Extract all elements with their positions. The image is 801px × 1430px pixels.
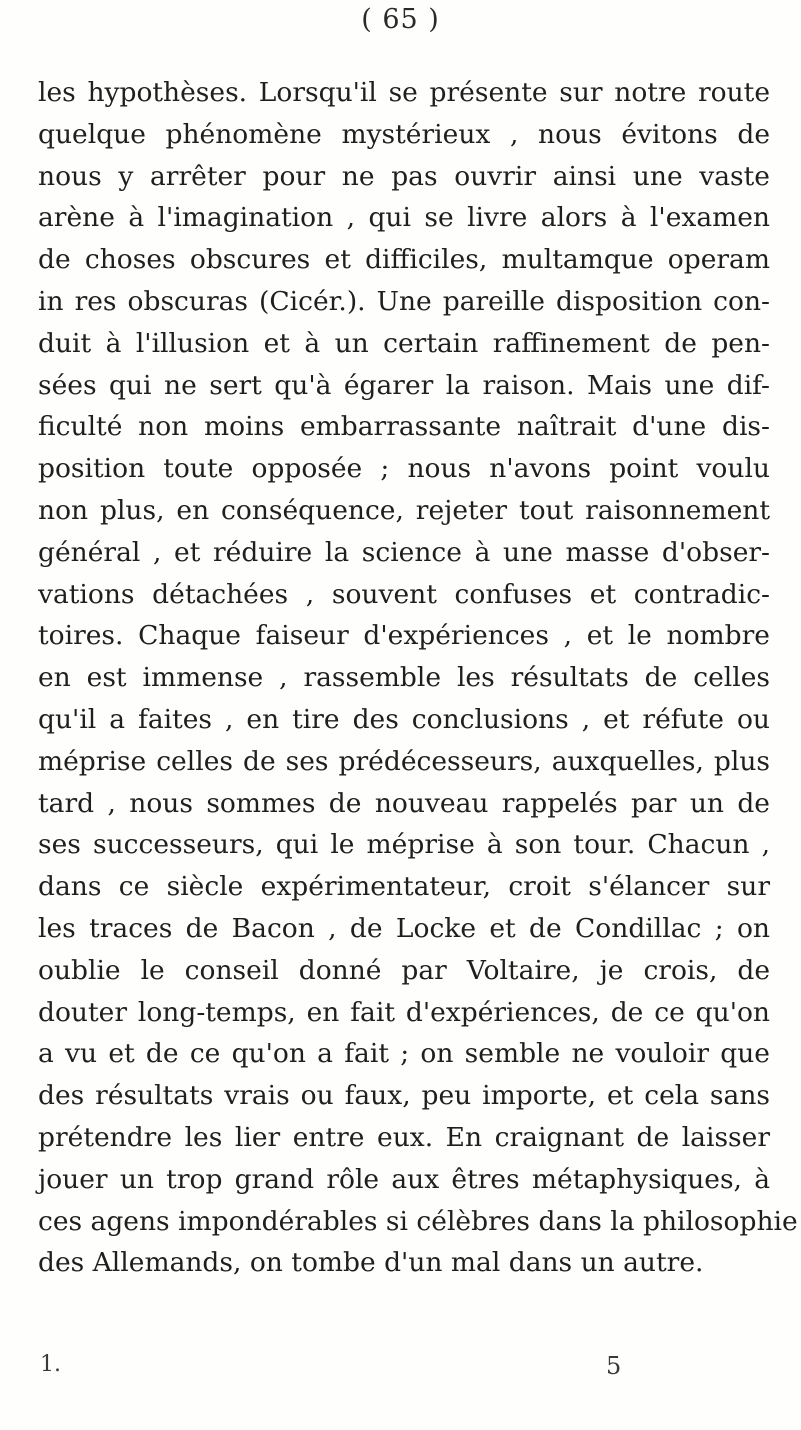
text-line: des résultats vrais ou faux, peu importe, et cela sans <box>38 1080 770 1112</box>
text-line: position toute opposée ; nous n'avons point voulu <box>38 453 770 485</box>
text-line: non plus, en conséquence, rejeter tout raisonnement <box>38 494 770 526</box>
text-line: a vu et de ce qu'on a fait ; on semble ne vouloir que <box>38 1038 770 1070</box>
text-line: in res obscuras (Cicér.). Une pareille disposition con- <box>38 285 770 317</box>
text-line: quelque phénomène mystérieux , nous évitons de <box>38 118 770 150</box>
text-line: en est immense , rassemble les résultats de celles <box>38 662 770 694</box>
text-line: ces agens impondérables si célèbres dans la philosophie <box>38 1205 798 1237</box>
text-line: les hypothèses. Lorsqu'il se présente sur notre route <box>38 77 770 108</box>
page-number: ( 65 ) <box>361 4 440 35</box>
volume-signature: 1. <box>40 1352 61 1377</box>
text-line: jouer un trop grand rôle aux êtres métaphysiques, à <box>38 1163 770 1195</box>
text-line: général , et réduire la science à une masse d'obser- <box>38 536 770 568</box>
text-line: nous y arrêter pour ne pas ouvrir ainsi une vaste <box>38 160 770 192</box>
text-line: toires. Chaque faiseur d'expériences , et le nombre <box>38 620 770 652</box>
text-line: ficulté non moins embarrassante naîtrait d'une dis- <box>38 411 770 443</box>
text-line: ses successeurs, qui le méprise à son tour. Chacun , <box>38 829 770 861</box>
text-line: qu'il a faites , en tire des conclusions , et réfute ou <box>38 703 770 735</box>
text-line: dans ce siècle expérimentateur, croit s'élancer sur <box>38 871 770 903</box>
body-text <box>38 72 798 1284</box>
text-line: méprise celles de ses prédécesseurs, auxquelles, plus <box>38 745 770 777</box>
text-line: douter long-temps, en fait d'expériences, de ce qu'on <box>38 996 770 1028</box>
text-line: tard , nous sommes de nouveau rappelés par un de <box>38 787 770 819</box>
text-line: vations détachées , souvent confuses et contradic- <box>38 578 770 610</box>
text-line: des Allemands, on tombe d'un mal dans un autre. <box>38 1247 704 1279</box>
text-line: arène à l'imagination , qui se livre alors à l'examen <box>38 202 770 234</box>
gathering-signature: 5 <box>606 1352 622 1380</box>
text-line: prétendre les lier entre eux. En craignant de laisser <box>38 1121 770 1153</box>
text-line: oublie le conseil donné par Voltaire, je crois, de <box>38 954 770 986</box>
text-line: de choses obscures et difficiles, multamque operam <box>38 244 770 276</box>
text-line: les traces de Bacon , de Locke et de Condillac ; on <box>38 912 770 944</box>
text-line: sées qui ne sert qu'à égarer la raison. Mais une dif- <box>38 369 770 401</box>
page-footer <box>0 1352 801 1386</box>
text-line: duit à l'illusion et à un certain raffinement de pen- <box>38 327 770 359</box>
